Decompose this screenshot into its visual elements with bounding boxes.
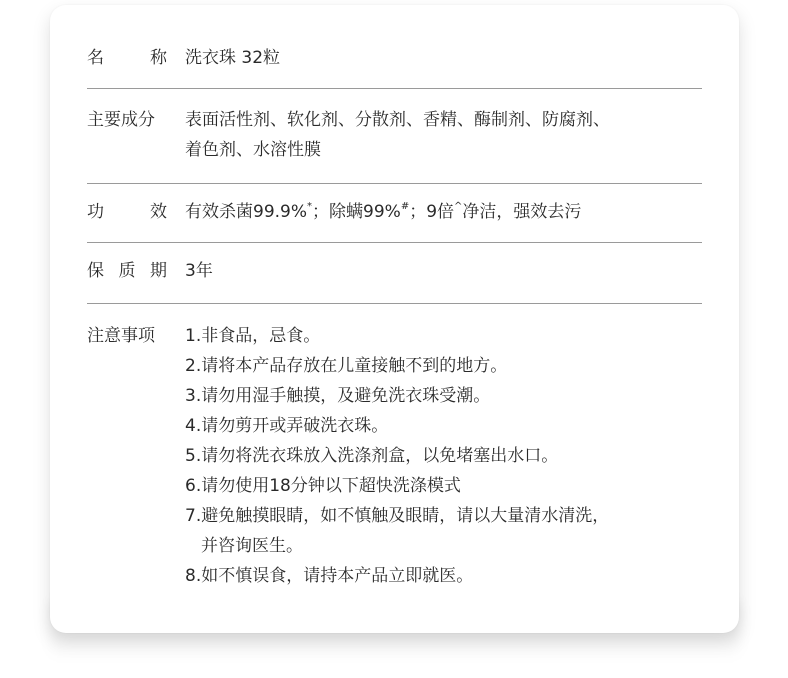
notes-item: 8.如不慎误食，请持本产品立即就医。 [185,566,474,586]
row-ingredients [87,105,702,165]
notes-item-continuation: 并咨询医生。 [201,536,303,556]
divider [87,303,702,304]
row-name [87,43,702,73]
divider [87,242,702,243]
label-ingredients: 主要成分 [87,110,155,130]
value-name: 洗衣珠 32粒 [185,48,281,68]
product-info-card [50,5,739,633]
notes-item: 3.请勿用湿手触摸，及避免洗衣珠受潮。 [185,386,491,406]
ingredients-line: 表面活性剂、软化剂、分散剂、香精、酶制剂、防腐剂、 [185,110,610,130]
row-shelf-life [87,256,702,286]
row-notes [87,321,702,591]
value-efficacy: 有效杀菌99.9%*；除螨99%#；9倍^净洁，强效去污 [185,201,582,222]
value-shelf-life: 3年 [185,261,213,281]
footnote-mark: * [307,201,313,212]
notes-item: 2.请将本产品存放在儿童接触不到的地方。 [185,356,508,376]
label-shelf-life: 保 质 期 [87,261,167,281]
value-ingredients [185,105,705,165]
notes-item: 4.请勿剪开或弄破洗衣珠。 [185,416,389,436]
label-efficacy: 功 效 [87,202,167,222]
footnote-mark: # [400,201,410,212]
value-notes [185,321,705,591]
notes-item: 1.非食品，忌食。 [185,326,321,346]
divider [87,88,702,89]
label-notes: 注意事项 [87,326,155,346]
label-name: 名 称 [87,48,167,68]
notes-item: 5.请勿将洗衣珠放入洗涤剂盒，以免堵塞出水口。 [185,446,559,466]
ingredients-line: 着色剂、水溶性膜 [185,140,321,160]
notes-item: 7.避免触摸眼睛，如不慎触及眼睛，请以大量清水清洗， [185,506,610,526]
divider [87,183,702,184]
row-efficacy [87,197,702,227]
notes-item: 6.请勿使用18分钟以下超快洗涤模式 [185,476,461,496]
footnote-mark: ^ [454,201,463,212]
